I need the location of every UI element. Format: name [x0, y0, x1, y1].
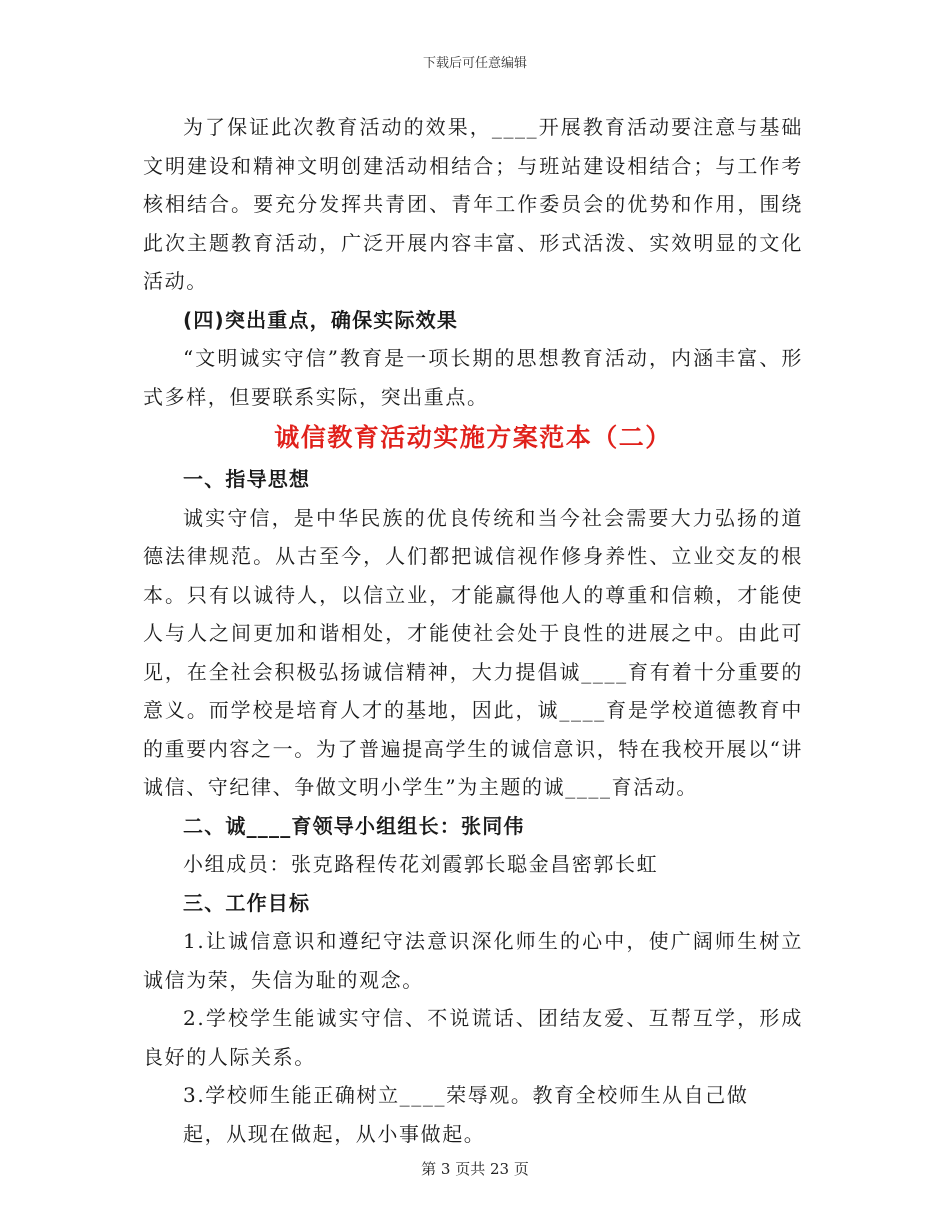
section-title: 诚信教育活动实施方案范本（二）: [274, 423, 672, 452]
goal-item-3-continuation: 起，从现在做起，从小事做起。: [183, 1121, 486, 1146]
document-body: [143, 108, 803, 1153]
page-footer: 第 3 页共 23 页: [421, 1160, 529, 1178]
goal-item-2: 2.学校学生能诚实守信、不说谎话、团结友爱、互帮互学，形成良好的人际关系。: [143, 1006, 803, 1069]
paragraph-civility: “文明诚实守信”教育是一项长期的思想教育活动，内涵丰富、形式多样，但要联系实际，突出重点。: [143, 346, 803, 409]
paragraph-effect: 为了保证此次教育活动的效果，____开展教育活动要注意与基础文明建设和精神文明创建活动相结合；与班站建设相结合；与工作考核相结合。要充分发挥共青团、青年工作委员会的优势和作用，围绕此次主题教育活动，广泛开展内容丰富、形式活泼、实效明显的文化活动。: [143, 115, 803, 293]
heading-guiding-ideology: 一、指导思想: [183, 467, 311, 491]
paragraph-integrity: 诚实守信，是中华民族的优良传统和当今社会需要大力弘扬的道德法律规范。从古至今，人们都把诚信视作修身养性、立业交友的根本。只有以诚待人，以信立业，才能赢得他人的尊重和信赖，才能使人与人之间更加和谐相处，才能使社会处于良性的进展之中。由此可见，在全社会积极弘扬诚信精神，大力提倡诚____育有着十分重要的意义。而学校是培育人才的基地，因此，诚____育是学校道德教育中的重要内容之一。为了普遍提高学生的诚信意识，特在我校开展以“讲诚信、守纪律、争做文明小学生”为主题的诚____育活动。: [143, 505, 803, 799]
heading-work-goals: 三、工作目标: [183, 890, 311, 915]
heading-leadership-group: 二、诚____育领导小组组长：张同伟: [183, 813, 525, 838]
heading-section-four: (四)突出重点，确保实际效果: [183, 307, 459, 332]
group-members: 小组成员：张克路程传花刘霞郭长聪金昌密郭长虹: [183, 852, 659, 876]
goal-item-1: 1.让诚信意识和遵纪守法意识深化师生的心中，使广阔师生树立诚信为荣，失信为耻的观念。: [143, 929, 803, 992]
page-header: 下载后可任意编辑: [422, 56, 527, 71]
goal-item-3: 3.学校师生能正确树立____荣辱观。教育全校师生从自己做: [183, 1083, 749, 1107]
